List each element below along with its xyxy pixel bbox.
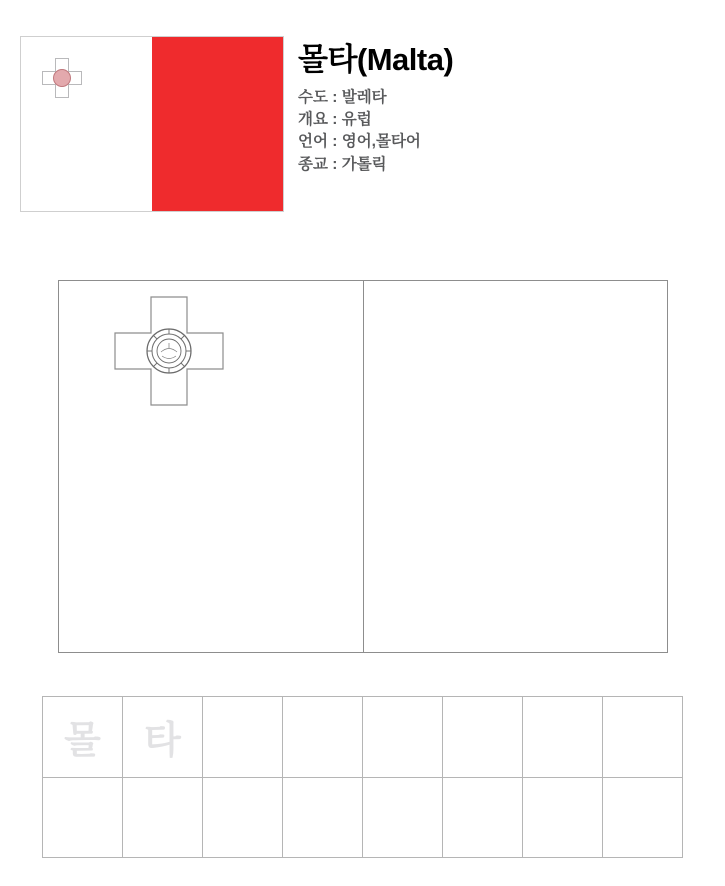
grid-cell[interactable] <box>603 697 683 778</box>
grid-cell[interactable] <box>283 697 363 778</box>
country-info <box>298 44 698 176</box>
header-section <box>0 0 725 250</box>
grid-cell[interactable] <box>523 697 603 778</box>
grid-cell[interactable]: 타 <box>123 697 203 778</box>
page-title: 몰타(Malta) <box>298 42 454 77</box>
flag-band-white <box>21 37 152 211</box>
cross-medal-icon <box>53 69 71 87</box>
grid-cell[interactable] <box>283 778 363 859</box>
george-cross-icon <box>42 58 82 98</box>
grid-cell[interactable] <box>443 697 523 778</box>
grid-cell[interactable] <box>43 778 123 859</box>
grid-cell[interactable]: 몰 <box>43 697 123 778</box>
grid-cell[interactable] <box>203 778 283 859</box>
info-line-capital: 수도 : 발레타 <box>298 88 387 106</box>
grid-cell[interactable] <box>443 778 523 859</box>
flag-band-red <box>152 37 283 211</box>
flag-coloring-divider <box>363 281 364 652</box>
grid-cell[interactable] <box>123 778 203 859</box>
flag-coloring-outline <box>58 280 668 653</box>
info-line-language: 언어 : 영어,몰타어 <box>298 133 421 151</box>
info-line-religion: 종교 : 가톨릭 <box>298 155 387 173</box>
grid-cell[interactable] <box>203 697 283 778</box>
george-cross-outline-icon <box>109 296 231 406</box>
flag-sample-image <box>20 36 284 212</box>
grid-cell[interactable] <box>363 778 443 859</box>
writing-practice-grid <box>42 696 683 858</box>
grid-cell[interactable] <box>523 778 603 859</box>
info-line-region: 개요 : 유럽 <box>298 111 372 129</box>
grid-cell[interactable] <box>363 697 443 778</box>
grid-cell[interactable] <box>603 778 683 859</box>
